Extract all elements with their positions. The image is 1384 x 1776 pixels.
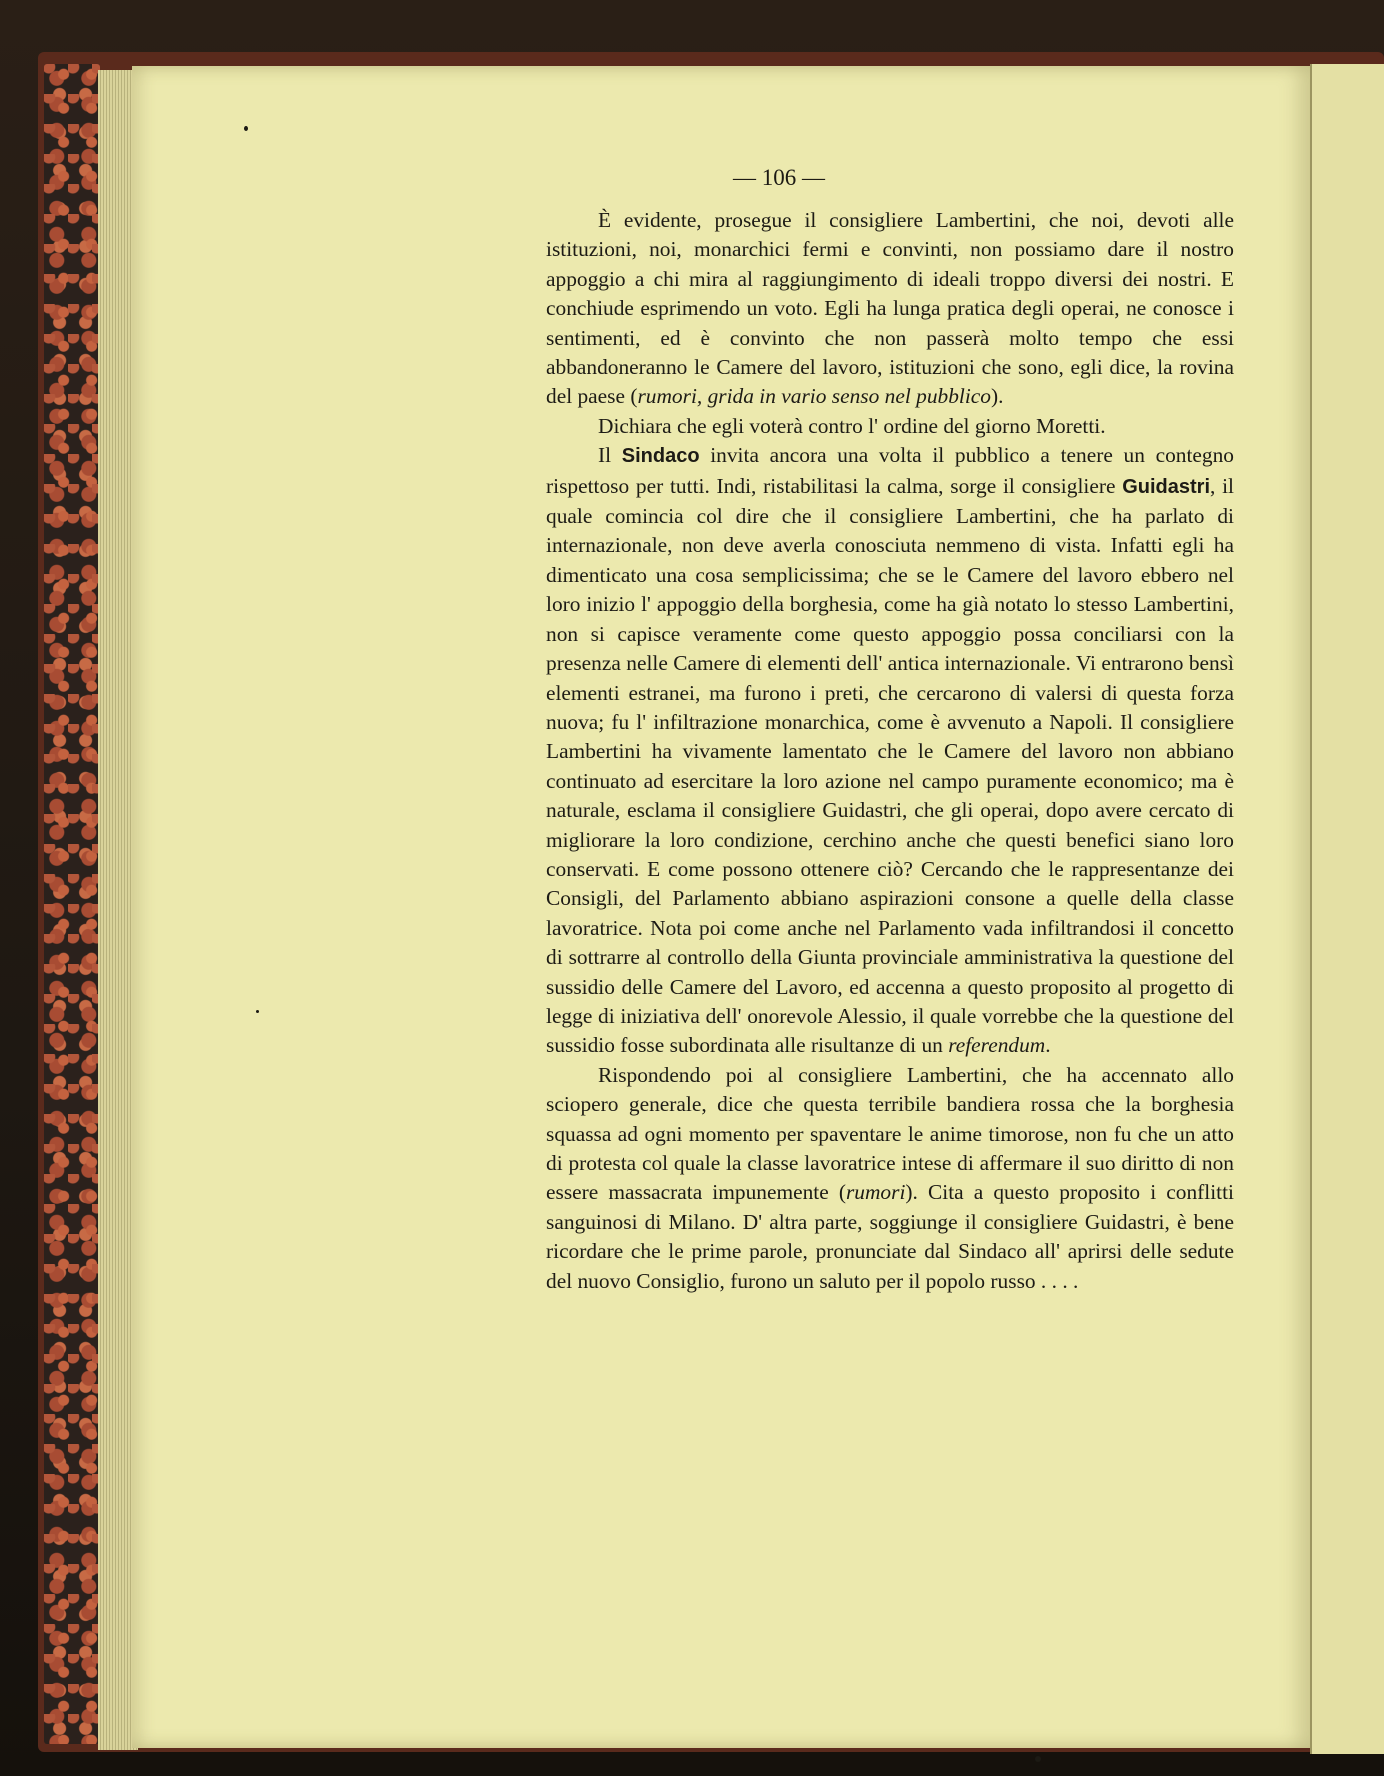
text-run: . (1045, 1033, 1051, 1058)
body-text (546, 206, 1234, 1296)
paragraph-1 (546, 206, 1234, 412)
text-run: Rispondendo poi al consigliere Lambertini, che ha accennato allo sciopero generale, dice che questa terribile bandiera rossa che la borghesia squassa ad ogni momento per spaventare le anime timorose, non fu che un atto di protesta col quale la classe lavoratrice intese di affermare il suo diritto di non essere massacrata impunemente ( (546, 1062, 1234, 1205)
adjacent-page-edge (1310, 64, 1384, 1754)
text-run: , il quale comincia col dire che il consigliere Lambertini, che ha parlato di internazionale, non deve averla conosciuta nemmeno di vista. Infatti egli ha dimenticato una cosa semplicissima; che se le Camere del lavoro ebbero nel loro inizio l' appoggio della borghesia, come ha già notato lo stesso Lambertini, non si capisce veramente come questo appoggio possa conciliarsi con la presenza nelle Camere di elementi dell' antica internazionale. Vi entrarono bensì elementi estranei, ma furono i preti, che cercarono di valersi di questa forza nuova; fu l' infiltrazione monarchica, come è avvenuto a Napoli. Il consigliere Lambertini ha vivamente lamentato che le Camere del lavoro non abbiano continuato ad esercitare la loro azione nel campo puramente economico; ma è naturale, esclama il consigliere Guidastri, che gli operai, dopo avere cercato di migliorare la loro condizione, cerchino anche che questi benefici siano loro conservati. E come possono ottenere ciò? Cercando che le rappresentanze dei Consigli, del Parlamento abbiano aspirazioni consone a quelle della classe lavoratrice. Nota poi come anche nel Parlamento vada infiltrandosi il concetto di sottrarre al controllo della Giunta provinciale amministrativa la questione del sussidio delle Camere del Lavoro, ed accenna a questo proposito al progetto di legge di iniziativa dell' onorevole Alessio, il quale vorrebbe che la questione del sussidio fosse subordinata alle risultanze di un (546, 473, 1234, 1058)
text-run: Il (598, 443, 622, 468)
paragraph-2 (546, 412, 1234, 441)
speaker-name: Sindaco (621, 445, 700, 468)
paragraph-4 (546, 1061, 1234, 1296)
page-number: — 106 — (733, 165, 825, 190)
marbled-spine (44, 64, 100, 1744)
ink-speck (244, 126, 248, 131)
text-run: ). Cita a questo proposito i conflitti sanguinosi di Milano. D' altra parte, soggiunge il consigliere Guidastri, è bene ricordare che le prime parole, pronunciate dal Sindaco all' aprirsi delle sedute del nuovo Consiglio, furono un saluto per il popolo russo . . . . (546, 1180, 1235, 1293)
text-run: invita ancora una volta il pubblico a tenere un contegno rispettoso per tutti. Indi, ristabilitasi la calma, sorge il consigliere (546, 443, 1234, 498)
text-run: ). (991, 384, 1004, 409)
italic-run: rumori, grida in vario senso nel pubblico (637, 384, 991, 409)
italic-run: referendum (948, 1033, 1046, 1058)
speaker-name: Guidastri (1122, 475, 1210, 498)
ink-speck (256, 1010, 259, 1013)
text-run: Dichiara che egli voterà contro l' ordine del giorno Moretti. (598, 413, 1106, 438)
paragraph-3 (546, 441, 1234, 1061)
italic-run: rumori (845, 1180, 906, 1205)
ink-speck (1035, 1756, 1041, 1762)
text-run: È evidente, prosegue il consigliere Lambertini, che noi, devoti alle istituzioni, noi, monarchici fermi e convinti, non possiamo dare il nostro appoggio a chi mira al raggiungimento di ideali troppo diversi dei nostri. E conchiude esprimendo un voto. Egli ha lunga pratica degli operai, ne conosce i sentimenti, ed è convinto che non passerà molto tempo che essi abbandoneranno le Camere del lavoro, istituzioni che sono, egli dice, la rovina del paese ( (546, 208, 1234, 409)
